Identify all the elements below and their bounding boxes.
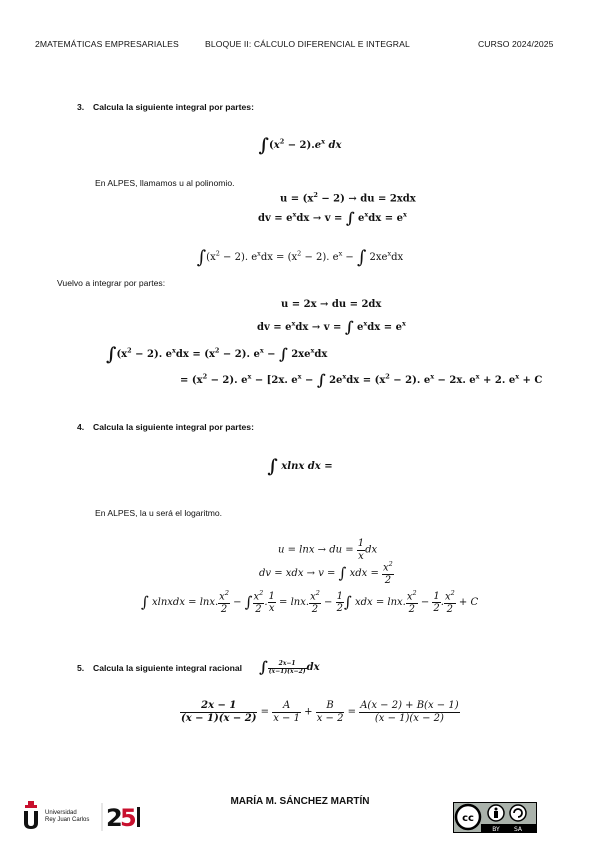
q5-number: 5. [77, 663, 85, 673]
svg-text:2: 2 [106, 804, 123, 831]
q3-note2: Vuelvo a integrar por partes: [57, 278, 166, 288]
q4-note1: En ALPES, la u será el logaritmo. [95, 508, 223, 518]
footer-author: MARÍA M. SÁNCHEZ MARTÍN [230, 796, 370, 807]
q3-u-def: $u = (x^2 - 2)$ → du = 2xdx [280, 191, 416, 205]
svg-text:cc: cc [462, 813, 474, 824]
cc-by-sa-badge [453, 802, 537, 833]
anniversary-logo [101, 803, 149, 831]
header-right: CURSO 2024/2025 [478, 39, 554, 49]
q3-step1: $\int(x^2 - 2)$. $e^xdx = (x^2 - 2)$. $e^x$ − ∫ $2xe^xdx$ [196, 247, 404, 268]
q5-integral: ∫ $\frac{2x-1}{(x-1)(x-2)}$ dx [259, 658, 320, 676]
svg-text:5: 5 [120, 804, 137, 831]
q3-dv-def: dv = $e^xdx \to v$ = ∫ $e^xdx = e^x$ [258, 209, 407, 227]
svg-text:SA: SA [513, 826, 523, 833]
header-left: 2MATEMÁTICAS EMPRESARIALES [35, 39, 179, 49]
q4-number: 4. [77, 422, 85, 432]
q4-integral: ∫ xlnx dx = [267, 456, 333, 477]
q3-dv2-def: dv = $e^xdx \to v$ = ∫ $e^xdx = e^x$ [257, 318, 406, 336]
q5-title: Calcula la siguiente integral racional [93, 663, 243, 673]
q3-title: Calcula la siguiente integral por partes: [93, 102, 254, 112]
q4-title: Calcula la siguiente integral por partes: [93, 422, 254, 432]
q3-note1: En ALPES, llamamos u al polinomio. [95, 178, 235, 188]
q3-integral: $\int(x^2 - 2).e^x$ dx [258, 135, 342, 156]
q4-solution: ∫ xlnxdx = lnx. $\frac{x^2}{2}$ − ∫ $\frac{x^2}{2}$ . $\frac{1}{x}$ = lnx. $\frac{x^2}{2}$ − $\frac{1}{2}$ ∫ xdx = lnx. $\frac{x^2}{2}$ − $\frac{1}{2}$ . $\frac{x^2}{2}$ + C [141, 589, 479, 615]
q3-step2: $\int(x^2 - 2)$. $e^xdx = (x^2 - 2)$. $e^x$ − ∫ $2xe^xdx$ [106, 344, 328, 365]
q4-dv-def: dv = xdx → v = ∫ xdx = $\frac{x^2}{2}$ [259, 560, 393, 586]
q5-decomposition: $\frac{2x - 1}{(x - 1)(x - 2)}$ = $\frac{A}{x - 1}$ + $\frac{B}{x - 2}$ = $\frac{A(x - 2) + B(x - 1)}{(x - 1)(x - 2)}$ [181, 700, 459, 724]
q3-number: 3. [77, 102, 85, 112]
q3-u2-def: u = 2x → du = 2dx [281, 299, 382, 310]
q4-u-def: u = lnx → du = $\frac{1}{x}$ dx [278, 538, 378, 562]
q3-step3: = $(x^2 - 2)$. $e^x - [2x$. $e^x$ − ∫ $2e^xdx = (x^2 - 2)$. $e^x - 2x$. $e^x + 2$. $e^x + C$ [180, 371, 543, 389]
university-name: Universidad Rey Juan Carlos [45, 810, 90, 823]
header-center: BLOQUE II: CÁLCULO DIFERENCIAL E INTEGRAL [205, 39, 410, 49]
svg-text:BY: BY [492, 826, 500, 833]
